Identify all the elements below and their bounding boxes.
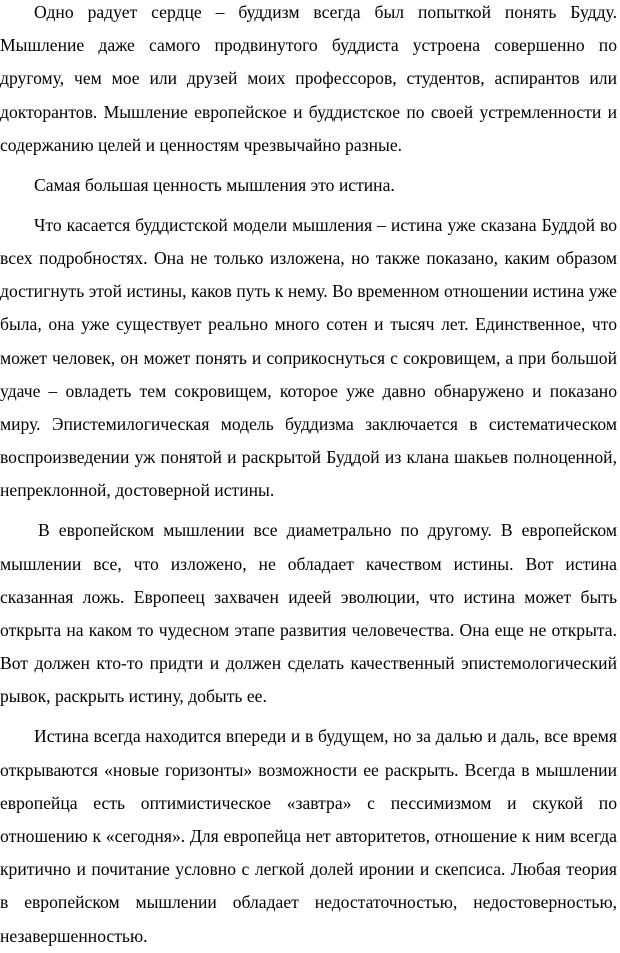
paragraph-buddhist-model: Что касается буддистской модели мышления – истина уже сказана Буддой во всех подробностях. Она не только изложена, но также показано, каким образом достигнуть этой истины, каков путь к нему. Во временном отношении истина уже была, она уже существует реально много сотен и тысяч лет. Единственное, что может человек, он может понять и соприкоснуться с сокровищем, а при большой удаче – овладеть тем сокровищем, которое уже давно обнаружено и показано миру. Эпистемилогическая модель буддизма заключается в систематическом воспроизведении уж понятой и раскрытой Буддой из клана шакьев полноценной, непреклонной, достоверной истины. (0, 214, 617, 501)
paragraph-truth-value: Самая большая ценность мышления это истина. (34, 174, 395, 195)
paragraph-buddhism-intro: Одно радует сердце – буддизм всегда был попыткой понять Будду. Мышление даже самого продвинутого буддиста устроена совершенно по другому, чем мое или друзей моих профессоров, студентов, аспирантов или докторантов. Мышление европейское и буддистское по своей устремленности и содержанию целей и ценностям чрезвычайно разные. (0, 2, 617, 155)
paragraph-european-thinking: В европейском мышлении все диаметрально по другому. В европейском мышлении все, что изложено, не обладает качеством истины. Вот истина сказанная ложь. Европеец захвачен идеей эволюции, что истина может быть открыта на каком то чудесном этапе развития человечества. Она еще не открыта. Вот должен кто-то придти и должен сделать качественный эпистемологический рывок, раскрыть истину, добыть ее. (0, 520, 617, 707)
paragraph-truth-future: Истина всегда находится впереди и в будущем, но за далью и даль, все время открываются «новые горизонты» возможности ее раскрыть. Всегда в мышлении европейца есть оптимистическое «завтра» с пессимизмом и скукой по отношению к «сегодня». Для европейца нет авторитетов, отношение к ним всегда критично и почитание условно с легкой долей иронии и скепсиса. Любая теория в европейском мышлении обладает недостаточностью, недостоверностью, незавершенностью. (0, 726, 617, 946)
